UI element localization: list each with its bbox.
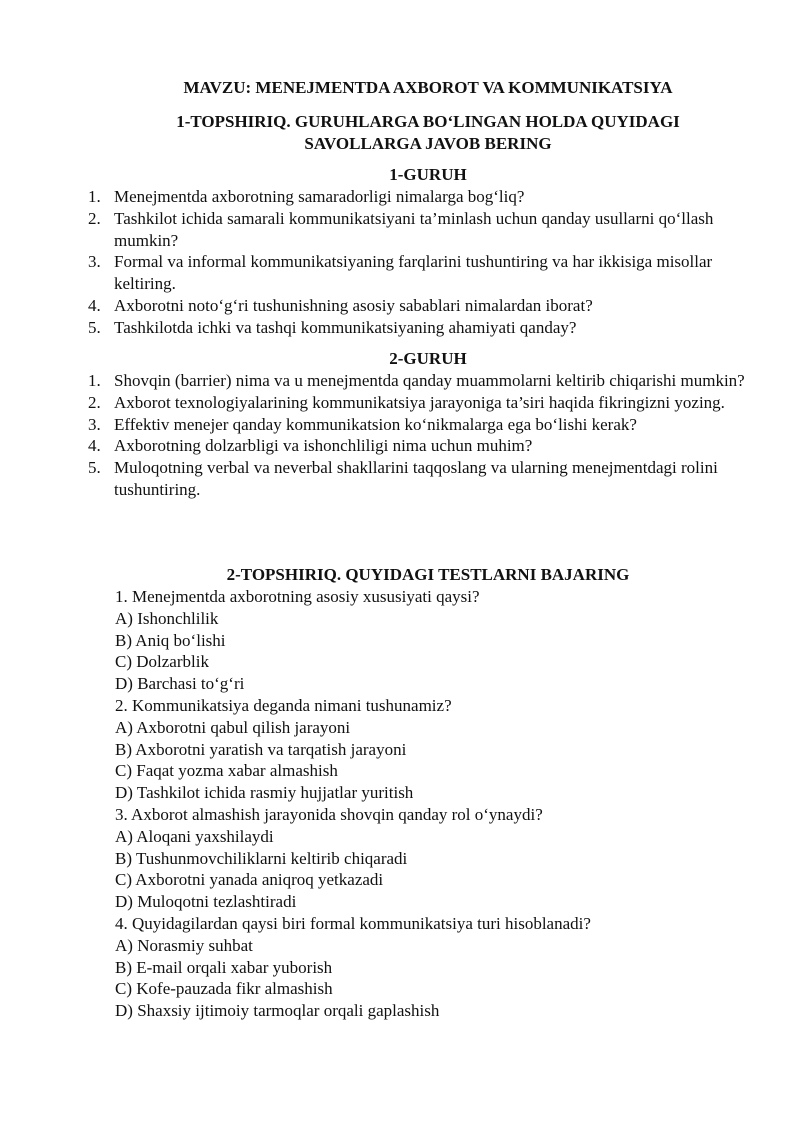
item-text: Muloqotning verbal va neverbal shakllarini taqqoslang va ularning menejmentdagi rolini tushuntiring. <box>114 458 718 499</box>
item-number: 3. <box>88 414 101 434</box>
item-text: Shovqin (barrier) nima va u menejmentda qanday muammolarni keltirib chiqarishi mumkin? <box>114 371 745 390</box>
item-text: Axborot texnologiyalarining kommunikatsiya jarayoniga ta’siri haqida fikringizni yozing. <box>114 392 725 412</box>
item-text: Axborotning dolzarbligi va ishonchliligi nima uchun muhim? <box>114 436 533 456</box>
test-option: B) Aniq bo‘lishi <box>115 630 226 650</box>
test-option: D) Shaxsiy ijtimoiy tarmoqlar orqali gaplashish <box>115 1001 440 1021</box>
test-option: A) Norasmiy suhbat <box>115 935 253 955</box>
list-item <box>88 186 748 208</box>
task1-heading-line2: SAVOLLARGA JAVOB BERING <box>304 134 552 153</box>
test-option: B) Tushunmovchiliklarni keltirib chiqaradi <box>115 848 408 868</box>
list-item <box>88 457 748 501</box>
item-text: Axborotni noto‘g‘ri tushunishning asosiy sabablari nimalardan iborat? <box>114 295 593 315</box>
list-item <box>88 414 748 436</box>
test-option: B) E-mail orqali xabar yuborish <box>115 957 333 977</box>
group1-question-list <box>88 186 748 339</box>
topic-title: MAVZU: MENEJMENTDA AXBOROT VA KOMMUNIKATSIYA <box>183 78 673 97</box>
task2-heading: 2-TOPSHIRIQ. QUYIDAGI TESTLARNI BAJARING <box>226 565 630 584</box>
group2-question-list <box>88 370 748 501</box>
item-text: Tashkilotda ichki va tashqi kommunikatsiyaning ahamiyati qanday? <box>114 317 577 337</box>
test-option: A) Aloqani yaxshilaydi <box>115 826 274 846</box>
item-number: 3. <box>88 252 101 272</box>
test-question: 1. Menejmentda axborotning asosiy xususiyati qaysi? <box>115 587 480 606</box>
list-item <box>88 317 748 339</box>
list-item <box>88 295 748 317</box>
test-option: B) Axborotni yaratish va tarqatish jarayoni <box>115 739 407 759</box>
test-option: C) Axborotni yanada aniqroq yetkazadi <box>115 870 384 890</box>
test-question: 2. Kommunikatsiya deganda nimani tushunamiz? <box>115 695 452 715</box>
item-number: 4. <box>88 436 101 456</box>
item-text: Tashkilot ichida samarali kommunikatsiyani ta’minlash uchun qanday usullarni qo‘llash mumkin? <box>114 208 714 250</box>
test-option: D) Barchasi to‘g‘ri <box>115 674 245 694</box>
item-number: 1. <box>88 187 101 206</box>
list-item <box>88 435 748 457</box>
item-text: Formal va informal kommunikatsiyaning farqlarini tushuntiring va har ikkisiga misollar keltiring. <box>114 252 713 294</box>
list-item <box>88 370 748 392</box>
item-number: 1. <box>88 371 101 390</box>
item-text: Menejmentda axborotning samaradorligi nimalarga bog‘liq? <box>114 187 525 206</box>
group2-heading: 2-GURUH <box>389 349 467 368</box>
item-text: Effektiv menejer qanday kommunikatsion ko‘nikmalarga ega bo‘lishi kerak? <box>114 414 637 434</box>
task1-heading-line1: 1-TOPSHIRIQ. GURUHLARGA BO‘LINGAN HOLDA QUYIDAGI <box>176 112 680 131</box>
test-option: C) Kofe-pauzada fikr almashish <box>115 979 333 999</box>
test-option: A) Ishonchlilik <box>115 608 219 628</box>
test-option: A) Axborotni qabul qilish jarayoni <box>115 717 351 737</box>
test-option: D) Muloqotni tezlashtiradi <box>115 892 297 912</box>
list-item <box>88 208 748 252</box>
group1-heading: 1-GURUH <box>389 165 467 184</box>
test-option: D) Tashkilot ichida rasmiy hujjatlar yuritish <box>115 783 414 803</box>
item-number: 4. <box>88 295 101 315</box>
test-option: C) Faqat yozma xabar almashish <box>115 761 338 781</box>
test-question: 3. Axborot almashish jarayonida shovqin qanday rol o‘ynaydi? <box>115 804 543 824</box>
test-questions <box>115 586 755 1022</box>
list-item <box>88 392 748 414</box>
test-question: 4. Quyidagilardan qaysi biri formal kommunikatsiya turi hisoblanadi? <box>115 913 591 933</box>
item-number: 5. <box>88 317 101 337</box>
item-number: 5. <box>88 458 101 478</box>
test-option: C) Dolzarblik <box>115 652 209 672</box>
item-number: 2. <box>88 392 101 412</box>
list-item <box>88 251 748 295</box>
item-number: 2. <box>88 208 101 228</box>
